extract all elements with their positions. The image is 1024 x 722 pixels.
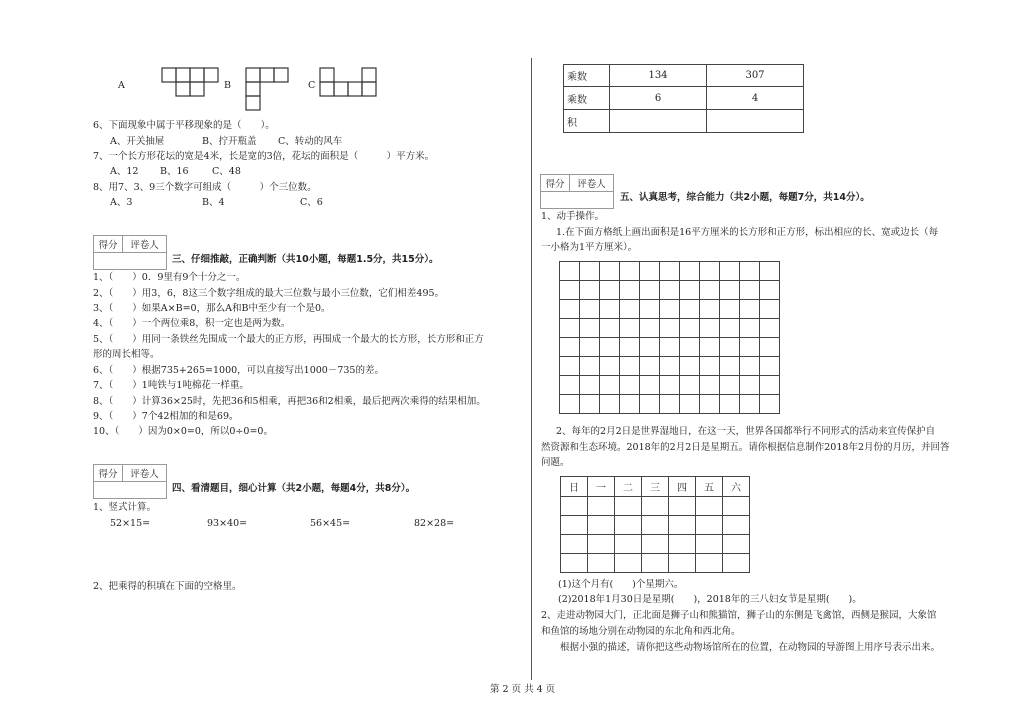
- grid-cell: [760, 319, 780, 338]
- grid-cell: [740, 395, 760, 414]
- figure-label-b: B: [224, 80, 231, 91]
- grid-cell: [560, 376, 580, 395]
- grid-cell: [700, 281, 720, 300]
- grid-cell: [560, 338, 580, 357]
- grid-cell: [760, 281, 780, 300]
- grid-cell: [560, 300, 580, 319]
- calendar-cell: [588, 516, 615, 535]
- grid-cell: [640, 376, 660, 395]
- calendar-cell: [723, 535, 750, 554]
- calendar-cell: [669, 516, 696, 535]
- calendar-row: [561, 497, 750, 516]
- grid-cell: [660, 319, 680, 338]
- question-6: 6、下面现象中属于平移现象的是（ ）。: [93, 120, 275, 131]
- grid-cell: [580, 395, 600, 414]
- grid-cell: [760, 300, 780, 319]
- calendar-cell: [669, 554, 696, 573]
- s3-item-10: 10、（ ）因为0×0=0，所以0÷0=0。: [93, 426, 273, 437]
- grid-cell: [560, 281, 580, 300]
- score-box-section3: [93, 235, 167, 270]
- calendar-cell: [642, 535, 669, 554]
- grid-cell: [660, 262, 680, 281]
- multiplication-table: [563, 64, 804, 133]
- grid-cell: [620, 338, 640, 357]
- grid-cell: [700, 357, 720, 376]
- grid-cell: [680, 300, 700, 319]
- s3-item-1: 1、（ ）0．9里有9个十分之一。: [93, 272, 246, 283]
- grid-cell: [620, 300, 640, 319]
- calendar-cell: [723, 516, 750, 535]
- calendar-cell: [696, 497, 723, 516]
- s3-item-5-cont: 形的周长相等。: [93, 349, 160, 360]
- calendar-cell: [669, 497, 696, 516]
- grid-cell: [600, 357, 620, 376]
- grid-cell: [660, 338, 680, 357]
- net-figure-b: [244, 66, 290, 110]
- grid-cell: [720, 262, 740, 281]
- table-cell: 307: [707, 65, 804, 87]
- grid-cell: [560, 319, 580, 338]
- calendar-row: [561, 516, 750, 535]
- grid-cell: [740, 262, 760, 281]
- s5-q1-text-2: 一小格为1平方厘米）。: [541, 242, 638, 253]
- net-figure-a: [160, 66, 220, 98]
- s3-item-2: 2、（ ）用3，6，8这三个数字组成的最大三位数与最小三位数，它们相差495。: [93, 288, 445, 299]
- table-cell: 积: [564, 110, 610, 133]
- grid-cell: [580, 319, 600, 338]
- calendar-header-cell: 四: [669, 477, 696, 497]
- calc-2: 93×40=: [207, 518, 248, 529]
- grid-cell: [720, 300, 740, 319]
- calendar-cell: [615, 516, 642, 535]
- grid-cell: [720, 395, 740, 414]
- table-cell: [707, 110, 804, 133]
- grid-cell: [640, 357, 660, 376]
- q6-option-a: A、开关抽屉: [110, 136, 165, 147]
- table-row: [564, 87, 804, 110]
- grid-cell: [740, 281, 760, 300]
- grid-cell: [740, 319, 760, 338]
- score-label: 得分: [545, 179, 565, 190]
- calendar-cell: [561, 554, 588, 573]
- calendar-cell: [696, 535, 723, 554]
- grid-cell: [640, 281, 660, 300]
- calendar-table: [560, 476, 750, 573]
- net-figure-c: [318, 66, 378, 98]
- grid-cell: [680, 357, 700, 376]
- calc-1: 52×15=: [110, 518, 151, 529]
- zoo-line-1: 2、走进动物园大门，正北面是狮子山和熊猫馆，狮子山的东侧是飞禽馆，西侧是猴园，大象馆: [541, 610, 937, 621]
- calendar-cell: [561, 497, 588, 516]
- grid-cell: [580, 357, 600, 376]
- score-label: 得分: [98, 240, 118, 251]
- s5-q2-line-3: 问题。: [541, 457, 570, 468]
- grid-cell: [640, 319, 660, 338]
- grid-cell: [700, 338, 720, 357]
- grid-cell: [680, 376, 700, 395]
- q7-option-b: B、16: [160, 166, 189, 177]
- s3-item-7: 7、（ ）1吨铁与1吨棉花一样重。: [93, 380, 249, 391]
- grid-cell: [580, 300, 600, 319]
- grid-row: [560, 357, 780, 376]
- grid-cell: [660, 357, 680, 376]
- table-cell: 134: [610, 65, 707, 87]
- q8-option-b: B、4: [202, 197, 225, 208]
- grid-cell: [640, 300, 660, 319]
- calendar-cell: [588, 554, 615, 573]
- grid-row: [560, 281, 780, 300]
- grid-cell: [700, 319, 720, 338]
- grid-cell: [720, 357, 740, 376]
- grid-cell: [680, 319, 700, 338]
- grid-cell: [580, 376, 600, 395]
- score-label: 得分: [98, 469, 118, 480]
- s3-item-5: 5、（ ）用同一条铁丝先围成一个最大的正方形，再围成一个最大的长方形，长方形和正方: [93, 334, 484, 345]
- square-grid: [559, 261, 780, 414]
- s5-q2-line-2: 然资源和生态环境。2018年的2月2日是星期五。请你根据信息制作2018年2月份的月历，并回答: [541, 442, 950, 453]
- calendar-cell: [615, 554, 642, 573]
- figure-label-c: C: [308, 80, 316, 91]
- calendar-header-cell: 日: [561, 477, 588, 497]
- q6-option-c: C、转动的风车: [278, 136, 343, 147]
- calendar-row: [561, 535, 750, 554]
- calendar-cell: [723, 497, 750, 516]
- score-box-section4: [93, 464, 167, 499]
- question-8: 8、用7、3、9三个数字可组成（ ）个三位数。: [93, 182, 317, 193]
- grid-cell: [680, 262, 700, 281]
- grid-cell: [720, 338, 740, 357]
- calendar-cell: [642, 497, 669, 516]
- table-cell: 6: [610, 87, 707, 110]
- grid-cell: [640, 262, 660, 281]
- grid-cell: [740, 357, 760, 376]
- calendar-cell: [723, 554, 750, 573]
- s3-item-6: 6、（ ）根据735+265=1000，可以直接写出1000－735的差。: [93, 365, 384, 376]
- grid-cell: [660, 376, 680, 395]
- page-footer: 第 2 页 共 4 页: [490, 684, 556, 695]
- grid-cell: [700, 395, 720, 414]
- section3-title: 三、仔细推敲，正确判断（共10小题，每题1.5分，共15分）。: [172, 254, 439, 265]
- q7-option-a: A、12: [110, 166, 139, 177]
- grid-cell: [620, 319, 640, 338]
- calendar-header-cell: 一: [588, 477, 615, 497]
- grid-cell: [760, 262, 780, 281]
- s4-q2: 2、把乘得的积填在下面的空格里。: [93, 581, 242, 592]
- grid-cell: [620, 357, 640, 376]
- grid-cell: [660, 281, 680, 300]
- figure-label-a: A: [118, 80, 125, 91]
- grid-row: [560, 395, 780, 414]
- s3-item-9: 9、（ ）7个42相加的和是69。: [93, 411, 239, 422]
- calendar-header-cell: 五: [696, 477, 723, 497]
- grid-cell: [700, 262, 720, 281]
- grid-cell: [620, 376, 640, 395]
- grid-cell: [680, 395, 700, 414]
- calendar-header-cell: 三: [642, 477, 669, 497]
- table-cell: [610, 110, 707, 133]
- q8-option-c: C、6: [300, 197, 323, 208]
- q6-option-b: B、拧开瓶盖: [202, 136, 257, 147]
- grid-cell: [760, 357, 780, 376]
- grader-label: 评卷人: [122, 236, 166, 252]
- grid-cell: [620, 262, 640, 281]
- grid-cell: [740, 338, 760, 357]
- s5-q1-text-1: 1.在下面方格纸上画出面积是16平方厘米的长方形和正方形，标出相应的长、宽或边长（每: [556, 227, 939, 238]
- grid-row: [560, 338, 780, 357]
- q8-option-a: A、3: [110, 197, 133, 208]
- grid-cell: [640, 395, 660, 414]
- s5-q2-line-1: 2、每年的2月2日是世界湿地日，在这一天，世界各国都举行不同形式的活动来宣传保护自: [556, 426, 936, 437]
- calendar-cell: [696, 516, 723, 535]
- score-box-section5: [540, 174, 614, 209]
- grid-cell: [700, 300, 720, 319]
- grid-cell: [600, 395, 620, 414]
- grid-cell: [620, 395, 640, 414]
- section4-title: 四、看清题目，细心计算（共2小题，每题4分，共8分）。: [172, 483, 416, 494]
- grid-cell: [600, 376, 620, 395]
- calendar-row: [561, 554, 750, 573]
- calendar-cell: [561, 535, 588, 554]
- table-cell: 乘数: [564, 65, 610, 87]
- s3-item-3: 3、（ ）如果A×B=0，那么A和B中至少有一个是0。: [93, 303, 331, 314]
- grid-cell: [640, 338, 660, 357]
- grid-cell: [600, 319, 620, 338]
- calendar-cell: [642, 554, 669, 573]
- grader-label: 评卷人: [122, 465, 166, 481]
- calendar-header-row: [561, 477, 750, 497]
- grid-cell: [600, 338, 620, 357]
- grid-cell: [600, 281, 620, 300]
- grid-cell: [680, 338, 700, 357]
- grid-cell: [580, 281, 600, 300]
- zoo-line-3: 根据小强的描述，请你把这些动物场馆所在的位置，在动物园的导游图上用序号表示出来。: [541, 642, 941, 653]
- q7-option-c: C、48: [212, 166, 241, 177]
- column-divider: [531, 58, 532, 680]
- s3-item-8: 8、（ ）计算36×25时，先把36和5相乘，再把36和2相乘，最后把两次乘得的结果相加。: [93, 396, 486, 407]
- table-row: [564, 65, 804, 87]
- s5-q1: 1、动手操作。: [541, 211, 605, 222]
- table-row: [564, 110, 804, 133]
- grid-cell: [560, 357, 580, 376]
- calendar-cell: [669, 535, 696, 554]
- grid-cell: [560, 395, 580, 414]
- grid-cell: [720, 376, 740, 395]
- cal-question-1: (1)这个月有( )个星期六。: [558, 579, 684, 590]
- grid-cell: [580, 262, 600, 281]
- calendar-cell: [588, 535, 615, 554]
- grid-cell: [760, 338, 780, 357]
- grid-cell: [700, 376, 720, 395]
- grid-cell: [760, 395, 780, 414]
- grid-cell: [660, 300, 680, 319]
- grid-cell: [720, 319, 740, 338]
- s4-q1: 1、竖式计算。: [93, 502, 157, 513]
- calendar-cell: [615, 535, 642, 554]
- calc-4: 82×28=: [414, 518, 455, 529]
- grid-row: [560, 300, 780, 319]
- calendar-cell: [642, 516, 669, 535]
- calendar-cell: [615, 497, 642, 516]
- grid-cell: [720, 281, 740, 300]
- grid-cell: [600, 300, 620, 319]
- cal-question-2: (2)2018年1月30日是星期( )，2018年的三八妇女节是星期( )。: [558, 594, 862, 605]
- grid-cell: [760, 376, 780, 395]
- calendar-cell: [696, 554, 723, 573]
- grid-cell: [680, 281, 700, 300]
- grid-cell: [660, 395, 680, 414]
- s3-item-4: 4、（ ）一个两位乘8，积一定也是两为数。: [93, 318, 291, 329]
- grid-row: [560, 319, 780, 338]
- grid-row: [560, 262, 780, 281]
- zoo-line-2: 和鱼馆的场地分别在动物园的东北角和西北角。: [541, 626, 741, 637]
- calendar-cell: [561, 516, 588, 535]
- calendar-cell: [588, 497, 615, 516]
- table-cell: 4: [707, 87, 804, 110]
- section5-title: 五、认真思考，综合能力（共2小题，每题7分，共14分）。: [620, 192, 870, 203]
- grid-cell: [740, 376, 760, 395]
- grid-cell: [600, 262, 620, 281]
- grid-cell: [740, 300, 760, 319]
- grid-cell: [620, 281, 640, 300]
- grader-label: 评卷人: [569, 175, 613, 191]
- calc-3: 56×45=: [310, 518, 351, 529]
- grid-row: [560, 376, 780, 395]
- calendar-header-cell: 六: [723, 477, 750, 497]
- grid-cell: [580, 338, 600, 357]
- table-cell: 乘数: [564, 87, 610, 110]
- calendar-header-cell: 二: [615, 477, 642, 497]
- grid-cell: [560, 262, 580, 281]
- question-7: 7、一个长方形花坛的宽是4米，长是宽的3倍，花坛的面积是（ ）平方米。: [93, 151, 435, 162]
